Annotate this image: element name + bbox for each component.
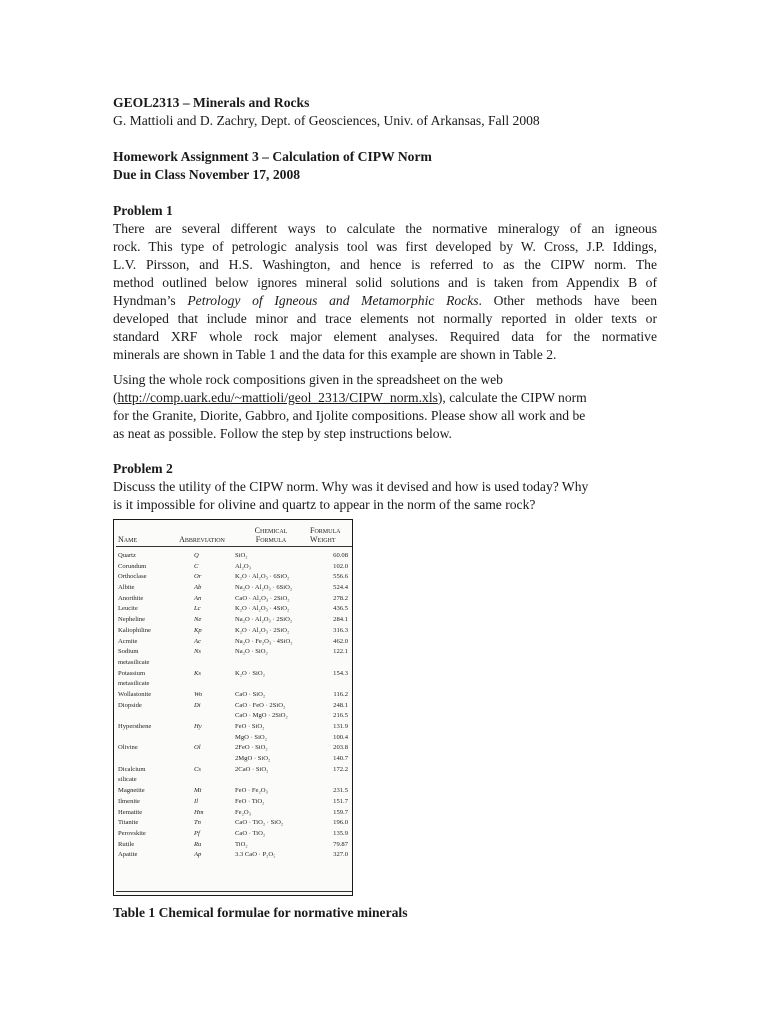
- table-row: [114, 733, 352, 744]
- mineral-name: metasilicate: [118, 680, 150, 688]
- chemical-formula: CaO · TiO₂ · SiO₂: [235, 819, 284, 827]
- chemical-formula: Fe₂O₃: [235, 808, 251, 816]
- formula-weight: 135.9: [333, 829, 348, 837]
- mineral-abbreviation: Ab: [194, 584, 202, 592]
- chemical-formula: K₂O · SiO₂: [235, 669, 265, 677]
- mineral-name: Nepheline: [118, 616, 146, 624]
- problem1-text-segment: (: [113, 390, 118, 405]
- problem1-text-line: standard XRF whole rock major element analyses. Required data for the normative: [113, 329, 657, 344]
- mineral-name: Corundum: [118, 562, 147, 570]
- mineral-name: Diopside: [118, 701, 142, 709]
- mineral-abbreviation: Q: [194, 552, 199, 559]
- mineral-name: Apatite: [118, 851, 138, 859]
- mineral-name: Wollastonite: [118, 690, 152, 698]
- mineral-name: Sodium: [118, 648, 139, 656]
- table-row: [114, 562, 352, 573]
- formula-weight: 151.7: [333, 797, 348, 805]
- mineral-abbreviation: Pf: [194, 829, 200, 837]
- problem1-text-line: [113, 389, 657, 407]
- mineral-name: Ilmenite: [118, 797, 140, 805]
- chemical-formula: Na₂O · Fe₂O₃ · 4SiO₂: [235, 637, 293, 645]
- formula-weight: 122.1: [333, 648, 348, 656]
- due-date: Due in Class November 17, 2008: [113, 167, 301, 182]
- formula-weight: 248.1: [333, 701, 348, 709]
- mineral-name: Magnetite: [118, 787, 145, 795]
- table-row: [114, 647, 352, 658]
- problem1-text-line: Using the whole rock compositions given in the spreadsheet on the web: [113, 372, 503, 387]
- table-row: [114, 583, 352, 594]
- formula-weight: 154.3: [333, 669, 348, 677]
- header-formula-2: Formula: [255, 535, 287, 544]
- header-rule: [116, 546, 353, 547]
- formula-weight: 231.5: [333, 787, 348, 795]
- mineral-abbreviation: Ap: [194, 851, 202, 859]
- chemical-formula: CaO · TiO₂: [235, 829, 266, 837]
- mineral-abbreviation: An: [194, 594, 202, 602]
- table-row: [114, 754, 352, 765]
- problem1-text-line: as neat as possible. Follow the step by step instructions below.: [113, 426, 452, 441]
- table-row: [114, 829, 352, 840]
- book-title: Petrology of Igneous and Metamorphic Rocks: [187, 293, 479, 308]
- bottom-rule: [116, 891, 353, 892]
- table-row: [114, 679, 352, 690]
- mineral-abbreviation: Ru: [194, 840, 202, 848]
- mineral-abbreviation: Il: [194, 797, 199, 805]
- chemical-formula: K₂O · Al₂O₃ · 6SiO₂: [235, 573, 290, 581]
- chemical-formula: K₂O · Al₂O₃ · 2SiO₂: [235, 626, 290, 634]
- chemical-formula: FeO · Fe₂O₃: [235, 787, 268, 795]
- chemical-formula: SiO₂: [235, 552, 248, 559]
- chemical-formula: CaO · MgO · 2SiO₂: [235, 712, 288, 720]
- formula-weight: 284.1: [333, 616, 348, 624]
- formula-weight: 79.87: [333, 840, 348, 848]
- assignment-title: Homework Assignment 3 – Calculation of CIPW Norm: [113, 149, 432, 164]
- problem1-text-line: [113, 292, 657, 310]
- mineral-name: Leucite: [118, 605, 138, 613]
- table-body: [114, 551, 352, 861]
- mineral-abbreviation: Hy: [194, 723, 202, 730]
- mineral-name: Titanite: [118, 819, 139, 827]
- formula-weight: 436.5: [333, 605, 348, 613]
- chemical-formula: Na₂O · Al₂O₃ · 6SiO₂: [235, 584, 293, 592]
- table-row: [114, 551, 352, 562]
- chemical-formula: MgO · SiO₂: [235, 733, 267, 741]
- formula-weight: 100.4: [333, 733, 348, 741]
- mineral-abbreviation: Mt: [194, 787, 202, 795]
- formula-weight: 60.08: [333, 552, 348, 559]
- chemical-formula: CaO · FeO · 2SiO₂: [235, 701, 286, 709]
- mineral-abbreviation: Ol: [194, 744, 201, 752]
- problem1-text-line: developed that include minor and trace elements not normally reported in older texts or: [113, 311, 657, 326]
- header-formula-1: Chemical: [254, 526, 288, 535]
- mineral-formula-table: [113, 519, 353, 896]
- chemical-formula: CaO · Al₂O₃ · 2SiO₂: [235, 594, 290, 602]
- formula-weight: 140.7: [333, 755, 348, 763]
- formula-weight: 116.2: [333, 690, 348, 698]
- chemical-formula: 2MgO · SiO₂: [235, 755, 271, 763]
- problem1-text-line: for the Granite, Diorite, Gabbro, and Ijolite compositions. Please show all work and be: [113, 408, 586, 423]
- problem1-text-line: minerals are shown in Table 1 and the data for this example are shown in Table 2.: [113, 347, 557, 362]
- table-row: [114, 594, 352, 605]
- table-header: [114, 523, 352, 545]
- mineral-name: Hypersthene: [118, 723, 152, 730]
- formula-weight: 159.7: [333, 808, 348, 816]
- formula-weight: 278.2: [333, 594, 348, 602]
- mineral-name: metasilicate: [118, 658, 150, 666]
- mineral-abbreviation: Hm: [194, 808, 204, 816]
- mineral-abbreviation: Wo: [194, 690, 203, 698]
- table-row: [114, 701, 352, 712]
- mineral-name: Hematite: [118, 808, 143, 816]
- chemical-formula: Na₂O · Al₂O₃ · 2SiO₂: [235, 616, 293, 624]
- mineral-abbreviation: Ne: [194, 616, 202, 624]
- table-row: [114, 808, 352, 819]
- chemical-formula: K₂O · Al₂O₃ · 4SiO₂: [235, 605, 290, 613]
- mineral-abbreviation: Ns: [194, 648, 201, 656]
- mineral-name: Albite: [118, 584, 135, 592]
- formula-weight: 196.0: [333, 819, 348, 827]
- mineral-name: silicate: [118, 776, 137, 784]
- mineral-name: Rutile: [118, 840, 135, 848]
- mineral-abbreviation: Kp: [194, 626, 202, 634]
- table-row: [114, 637, 352, 648]
- course-title: GEOL2313 – Minerals and Rocks: [113, 95, 310, 110]
- formula-weight: 203.8: [333, 744, 348, 752]
- table-row: [114, 615, 352, 626]
- problem1-text-line: There are several different ways to calculate the normative mineralogy of an igneous: [113, 221, 657, 236]
- table-row: [114, 626, 352, 637]
- table-row: [114, 840, 352, 851]
- mineral-abbreviation: C: [194, 562, 199, 570]
- chemical-formula: Al₂O₃: [235, 562, 251, 570]
- formula-weight: 216.5: [333, 712, 348, 720]
- table-row: [114, 669, 352, 680]
- formula-weight: 462.0: [333, 637, 348, 645]
- formula-weight: 556.6: [333, 573, 348, 581]
- chemical-formula: Na₂O · SiO₂: [235, 648, 268, 656]
- mineral-abbreviation: Cs: [194, 765, 201, 773]
- problem1-heading: Problem 1: [113, 203, 173, 218]
- table-row: [114, 786, 352, 797]
- chemical-formula: TiO₂: [235, 840, 248, 848]
- table-row: [114, 722, 352, 733]
- formula-weight: 131.9: [333, 723, 348, 730]
- problem1-text-line: method outlined below ignores mineral solid solutions and is taken from Appendix B of: [113, 275, 657, 290]
- mineral-name: Orthoclase: [118, 573, 147, 581]
- spreadsheet-link[interactable]: http://comp.uark.edu/~mattioli/geol_2313/CIPW_norm.xls: [117, 390, 438, 405]
- table-row: [114, 604, 352, 615]
- table-row: [114, 818, 352, 829]
- header-weight-1: Formula: [310, 526, 341, 535]
- mineral-name: Dicalcium: [118, 765, 146, 773]
- table-row: [114, 765, 352, 776]
- mineral-name: Acmite: [118, 637, 138, 645]
- formula-weight: 102.0: [333, 562, 348, 570]
- problem1-text-segment: Hyndman’s: [113, 293, 188, 308]
- table-row: [114, 850, 352, 861]
- mineral-name: Perovskite: [118, 829, 146, 837]
- problem2-heading: Problem 2: [113, 461, 173, 476]
- header-name: Name: [118, 535, 138, 544]
- problem1-text-line: L.V. Pirsson, and H.S. Washington, and hence is referred to as the CIPW norm. The: [113, 257, 657, 272]
- formula-weight: 172.2: [333, 765, 348, 773]
- table-caption: Table 1 Chemical formulae for normative minerals: [113, 905, 408, 920]
- formula-weight: 327.0: [333, 851, 348, 859]
- problem1-text-segment: . Other methods have been: [478, 293, 657, 308]
- mineral-abbreviation: Di: [194, 701, 201, 709]
- header-weight-2: Weight: [310, 535, 336, 544]
- table-row: [114, 775, 352, 786]
- table-row: [114, 658, 352, 669]
- chemical-formula: FeO · TiO₂: [235, 797, 265, 805]
- authors-line: G. Mattioli and D. Zachry, Dept. of Geosciences, Univ. of Arkansas, Fall 2008: [113, 113, 540, 128]
- mineral-name: Quartz: [118, 552, 136, 559]
- mineral-abbreviation: Ac: [194, 637, 201, 645]
- mineral-abbreviation: Tn: [194, 819, 201, 827]
- chemical-formula: CaO · SiO₂: [235, 690, 266, 698]
- chemical-formula: 2CaO · SiO₂: [235, 765, 269, 773]
- header-abbreviation: Abbreviation: [179, 535, 225, 544]
- table-row: [114, 690, 352, 701]
- mineral-name: Kaliophiline: [118, 626, 151, 634]
- table-row: [114, 797, 352, 808]
- mineral-name: Olivine: [118, 744, 138, 752]
- chemical-formula: FeO · SiO₂: [235, 723, 265, 730]
- mineral-name: Anorthite: [118, 594, 144, 602]
- table-row: [114, 711, 352, 722]
- mineral-abbreviation: Ks: [194, 669, 201, 677]
- formula-weight: 524.4: [333, 584, 348, 592]
- problem2-text-line: is it impossible for olivine and quartz to appear in the norm of the same rock?: [113, 497, 536, 512]
- mineral-abbreviation: Or: [194, 573, 202, 581]
- formula-weight: 316.3: [333, 626, 348, 634]
- chemical-formula: 3.3 CaO · P₂O₅: [235, 851, 276, 859]
- problem2-text-line: Discuss the utility of the CIPW norm. Why was it devised and how is used today? Why: [113, 479, 589, 494]
- mineral-abbreviation: Lc: [194, 605, 201, 613]
- table-row: [114, 743, 352, 754]
- problem1-text-line: rock. This type of petrologic analysis tool was first developed by W. Cross, J.P. Iddings,: [113, 239, 657, 254]
- problem1-text-segment: ), calculate the CIPW norm: [437, 390, 587, 405]
- chemical-formula: 2FeO · SiO₂: [235, 744, 268, 752]
- table-row: [114, 572, 352, 583]
- mineral-name: Potassium: [118, 669, 146, 677]
